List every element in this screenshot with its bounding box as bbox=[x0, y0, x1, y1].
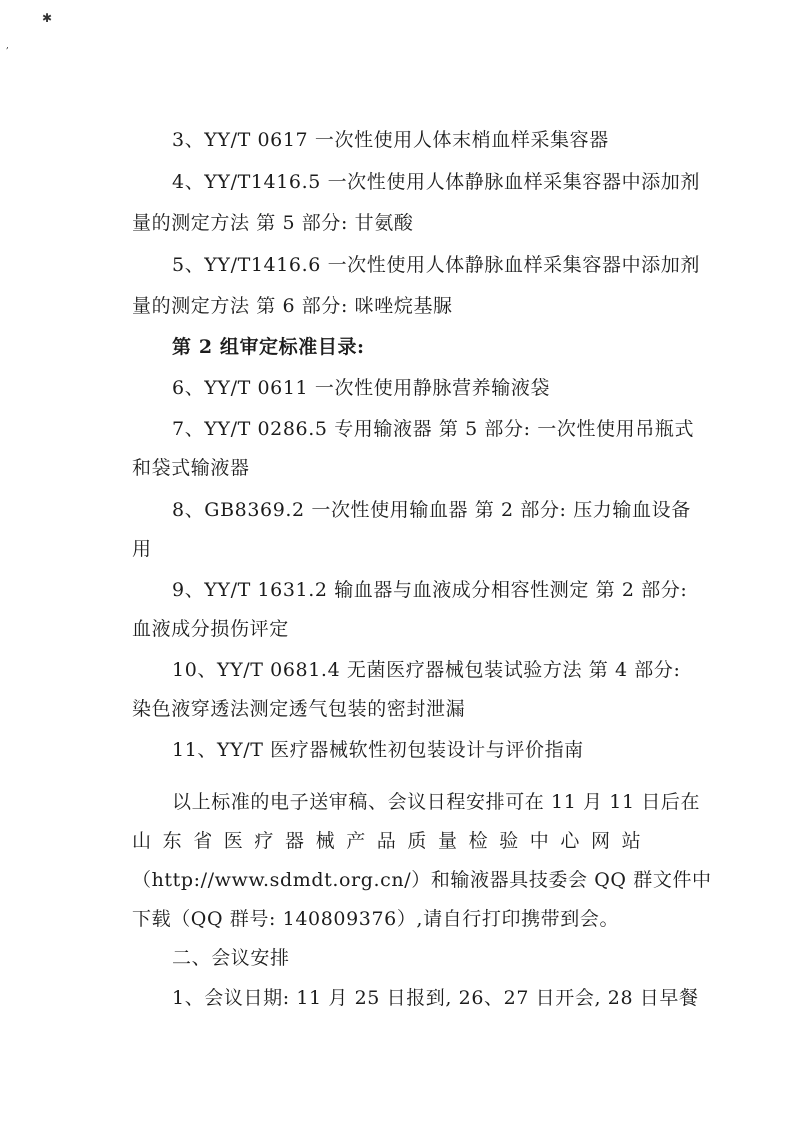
group-2-heading: 第 2 组审定标准目录: bbox=[172, 336, 365, 358]
standard-item-4: 4、YY/T1416.5 一次性使用人体静脉血样采集容器中添加剂 bbox=[172, 171, 700, 193]
standard-item-6: 6、YY/T 0611 一次性使用静脉营养输液袋 bbox=[172, 377, 551, 399]
standard-item-10-cont: 染色液穿透法测定透气包装的密封泄漏 bbox=[132, 698, 466, 720]
notice-paragraph-line4: 下载（QQ 群号: 140809376）,请自行打印携带到会。 bbox=[132, 908, 620, 930]
standard-item-11: 11、YY/T 医疗器械软性初包装设计与评价指南 bbox=[172, 739, 584, 761]
standard-item-8: 8、GB8369.2 一次性使用输血器 第 2 部分: 压力输血设备 bbox=[172, 499, 691, 521]
section-heading-meeting-arrangement: 二、会议安排 bbox=[172, 947, 290, 969]
scan-speck-mark: ✱ bbox=[42, 11, 53, 25]
notice-paragraph-line2: 山东省医疗器械产品质量检验中心网站 bbox=[132, 830, 653, 852]
notice-paragraph: 以上标准的电子送审稿、会议日程安排可在 11 月 11 日后在 bbox=[172, 791, 701, 813]
standard-item-5-cont: 量的测定方法 第 6 部分: 咪唑烷基脲 bbox=[132, 295, 453, 317]
standard-item-7-cont: 和袋式输液器 bbox=[132, 457, 250, 479]
standard-item-8-cont: 用 bbox=[132, 538, 152, 560]
standard-item-10: 10、YY/T 0681.4 无菌医疗器械包装试验方法 第 4 部分: bbox=[172, 659, 681, 681]
standard-item-3: 3、YY/T 0617 一次性使用人体末梢血样采集容器 bbox=[172, 129, 609, 151]
standard-item-4-cont: 量的测定方法 第 5 部分: 甘氨酸 bbox=[132, 212, 414, 234]
standard-item-7: 7、YY/T 0286.5 专用输液器 第 5 部分: 一次性使用吊瓶式 bbox=[172, 418, 695, 440]
notice-paragraph-line3: （http://www.sdmdt.org.cn/）和输液器具技委会 QQ 群文件中 bbox=[132, 869, 712, 891]
standard-item-9: 9、YY/T 1631.2 输血器与血液成分相容性测定 第 2 部分: bbox=[172, 579, 688, 601]
scan-speck-mark: , bbox=[6, 41, 9, 51]
standard-item-9-cont: 血液成分损伤评定 bbox=[132, 618, 289, 640]
standard-item-5: 5、YY/T1416.6 一次性使用人体静脉血样采集容器中添加剂 bbox=[172, 254, 700, 276]
meeting-date-item: 1、会议日期: 11 月 25 日报到, 26、27 日开会, 28 日早餐 bbox=[172, 987, 699, 1009]
